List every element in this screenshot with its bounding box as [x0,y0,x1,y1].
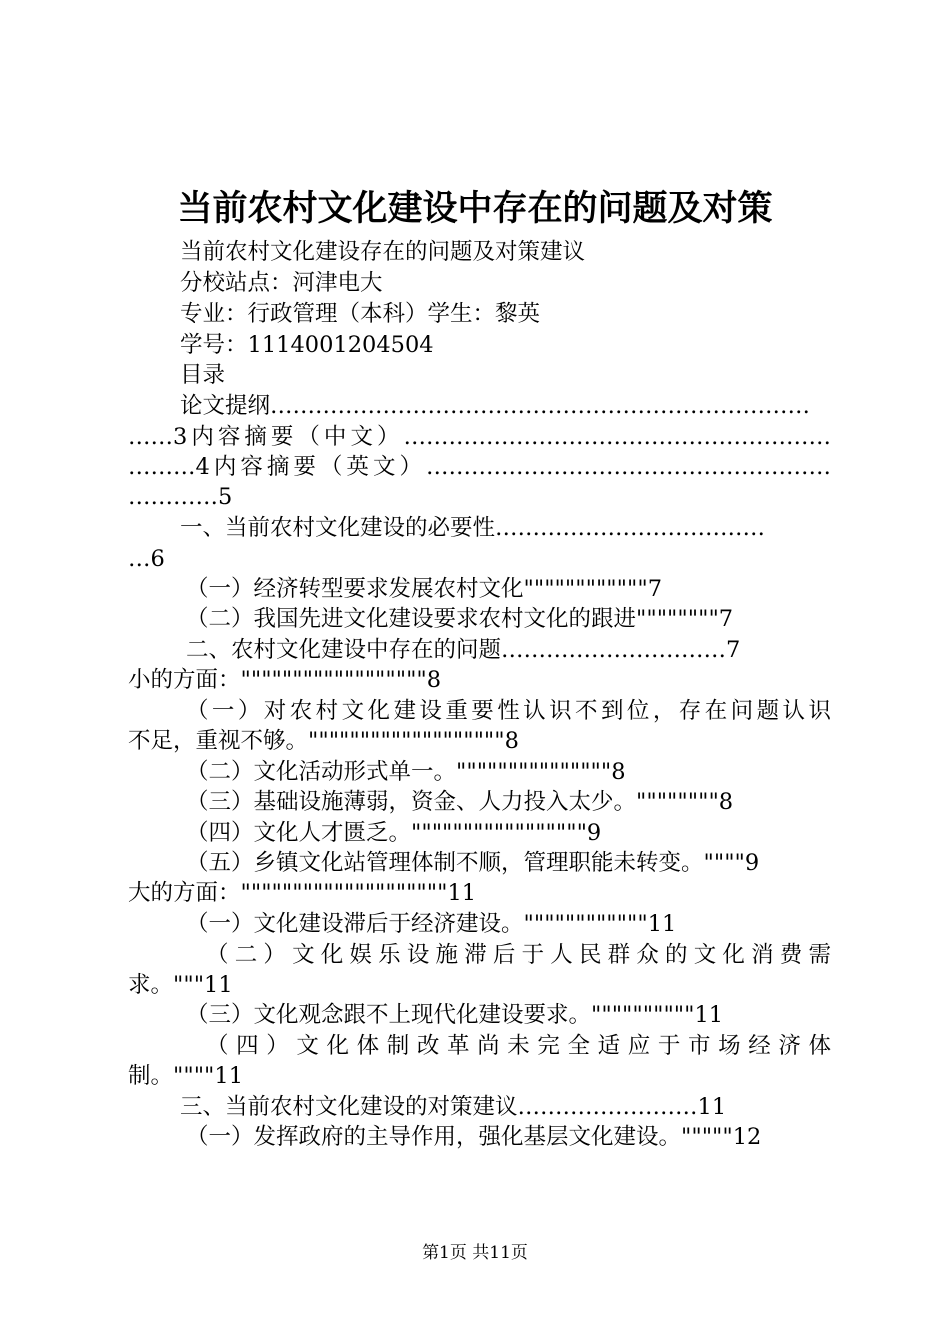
toc-line: （三）文化观念跟不上现代化建设要求。""""""""""11 [186,1002,724,1028]
toc-line: （一）发挥政府的主导作用，强化基层文化建设。"""""12 [186,1124,762,1150]
toc-line: 不足，重视不够。"""""""""""""""""""8 [128,728,519,754]
toc-heading: 目录 [180,362,226,388]
toc-line: （五）乡镇文化站管理体制不顺，管理职能未转变。""""9 [186,850,760,876]
toc-line: （二）文化活动形式单一。"""""""""""""""8 [186,759,626,785]
document-title: 当前农村文化建设中存在的问题及对策 [177,188,773,229]
toc-line: 三、当前农村文化建设的对策建议……………………11 [180,1094,727,1120]
toc-line: （一）文化建设滞后于经济建设。""""""""""""11 [186,911,677,937]
toc-line: ………4内容摘要（英文）……………………………………………… [128,454,831,480]
toc-line: 求。"""11 [128,972,233,998]
toc-line: …6 [128,546,165,572]
toc-line: （一）经济转型要求发展农村文化""""""""""""7 [186,576,663,602]
student-id-line: 学号：1114001204504 [180,332,434,358]
toc-line: （二）我国先进文化建设要求农村文化的跟进""""""""7 [186,606,734,632]
toc-line: （四）文化体制改革尚未完全适应于市场经济体 [206,1033,831,1059]
page-footer: 第1页 共11页 [422,1243,528,1263]
subtitle: 当前农村文化建设存在的问题及对策建议 [180,239,586,265]
toc-line: ……3内容摘要（中文）………………………………………………… [128,424,831,450]
toc-line: 小的方面：""""""""""""""""""8 [128,667,442,693]
toc-line: （三）基础设施薄弱，资金、人力投入太少。""""""""8 [186,789,734,815]
toc-line: …………5 [128,484,233,510]
toc-line: 制。""""11 [128,1063,244,1089]
toc-line: （一）对农村文化建设重要性认识不到位，存在问题认识 [186,698,831,724]
toc-line: 一、当前农村文化建设的必要性……………………………… [180,515,766,541]
toc-line: （二）文化娱乐设施滞后于人民群众的文化消费需 [206,942,831,968]
school-line: 分校站点：河津电大 [180,270,383,296]
toc-line: （四）文化人才匮乏。"""""""""""""""""9 [186,820,602,846]
toc-line: 二、农村文化建设中存在的问题…………………………7 [186,637,741,663]
major-student-line: 专业：行政管理（本科）学生：黎英 [180,301,541,327]
toc-line: 论文提纲……………………………………………………………… [180,393,811,419]
toc-line: 大的方面：""""""""""""""""""""11 [128,880,477,906]
